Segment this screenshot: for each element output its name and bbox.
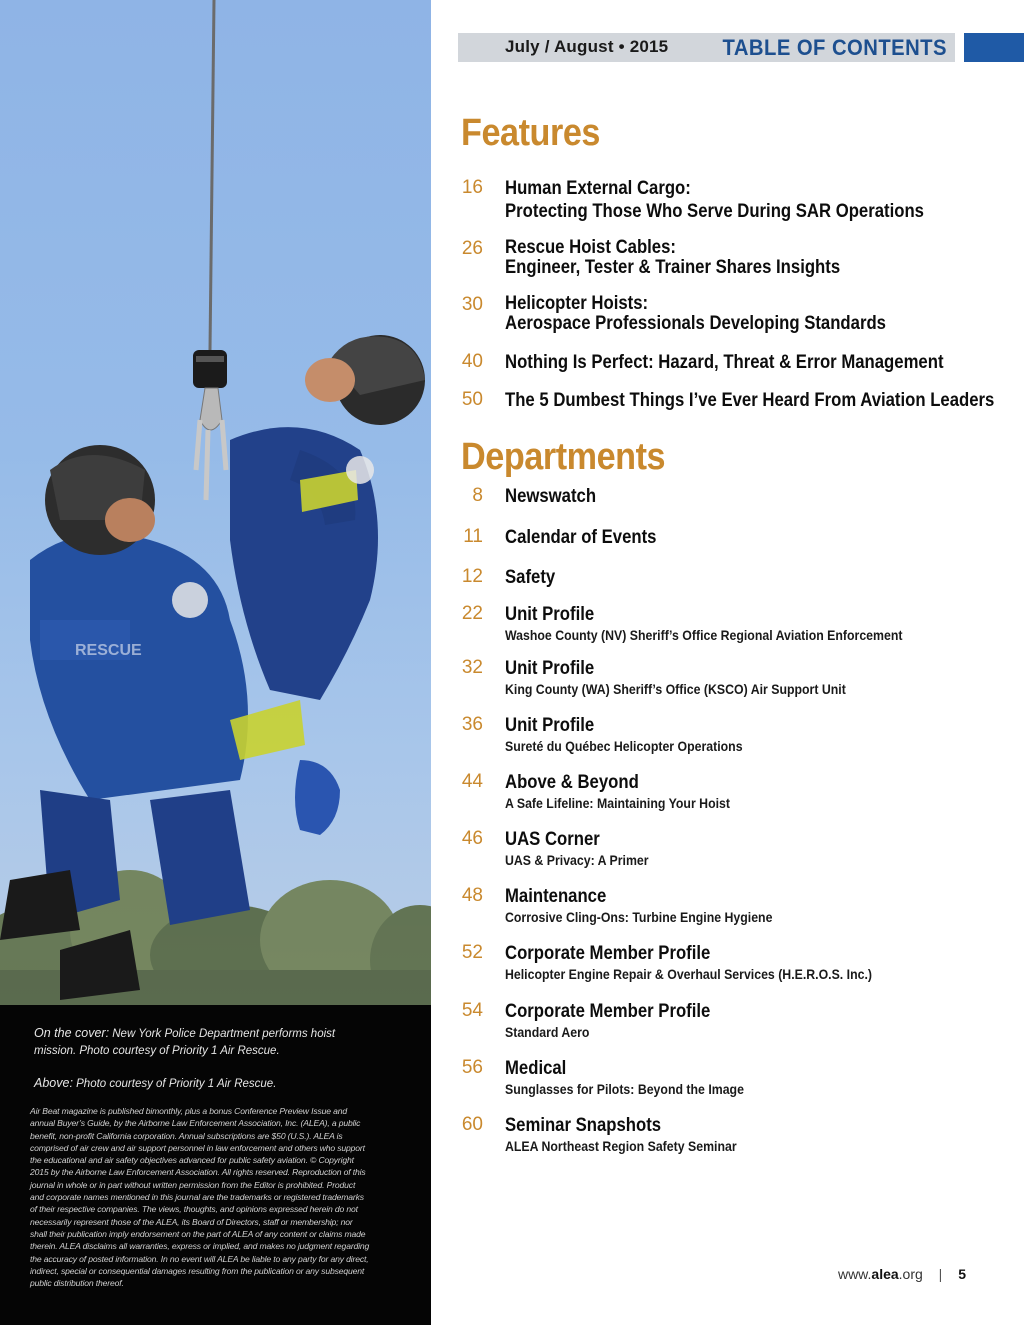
department-subtitle: Sureté du Québec Helicopter Operations [505,738,743,754]
department-page: 32 [461,657,483,678]
website-link[interactable] [838,1266,923,1282]
page-footer [838,1266,966,1282]
page-title: TABLE OF CONTENTS [722,35,947,60]
feature-page: 16 [461,177,483,198]
department-title: Unit Profile [505,658,595,679]
department-subtitle: Corrosive Cling-Ons: Turbine Engine Hygiene [505,909,773,925]
department-page: 56 [461,1057,483,1078]
department-page: 12 [461,566,483,587]
department-subtitle: Helicopter Engine Repair & Overhaul Services (H.E.R.O.S. Inc.) [505,966,872,982]
feature-page: 40 [461,351,483,372]
department-title: Seminar Snapshots [505,1115,662,1136]
department-subtitle: UAS & Privacy: A Primer [505,852,649,868]
departments-heading: Departments [461,436,666,478]
department-title: Corporate Member Profile [505,943,711,964]
department-page: 52 [461,942,483,963]
department-title: Newswatch [505,486,597,507]
feature-subtitle: Engineer, Tester & Trainer Shares Insights [505,257,841,278]
features-heading: Features [461,112,600,154]
feature-page: 50 [461,389,483,410]
website-brand: alea [871,1266,899,1282]
department-title: Corporate Member Profile [505,1001,711,1022]
department-page: 8 [472,485,483,506]
cover-caption-text: New York Police Department performs hoist mission. Photo courtesy of Priority 1 Air Rescue. [34,1028,336,1057]
department-title: UAS Corner [505,829,600,850]
department-title: Unit Profile [505,604,595,625]
department-page: 44 [461,771,483,792]
department-title: Medical [505,1058,567,1079]
department-title: Above & Beyond [505,772,639,793]
header-bar [458,33,955,62]
department-title: Maintenance [505,886,607,907]
feature-title: Helicopter Hoists: [505,293,649,314]
page-number: 5 [958,1266,966,1282]
above-caption-lead: Above: [34,1076,73,1090]
department-page: 54 [461,1000,483,1021]
feature-title: Nothing Is Perfect: Hazard, Threat & Error Management [505,352,944,373]
header-accent-block [964,33,1024,62]
footer-separator: | [938,1266,943,1282]
above-caption [34,1075,354,1093]
feature-page: 30 [461,294,483,315]
department-subtitle: ALEA Northeast Region Safety Seminar [505,1138,737,1154]
department-page: 48 [461,885,483,906]
legal-notice: Air Beat magazine is published bimonthly, plus a bonus Conference Preview Issue and annual Buyer’s Guide, by the Airborne Law Enforcement Association, Inc. (ALEA), a public benefit, non-profit California corporation. Annual subscriptions are $50 (U.S.). ALEA is comprised of air crew and air support personnel in law enforcement and others who support the educational and air safety objectives advanced for public safety aviation. © Copyright 2015 by the Airborne Law Enforcement Association. All rights reserved. Reproduction of this journal in whole or in part without written permission from the Editor is prohibited. Product and corporate names mentioned in this journal are the trademarks or registered trademarks of their respective companies. The views, thoughts, and opinions expressed herein do not necessarily represent those of the ALEA, its Board of Directors, staff or membership; nor shall their publication imply endorsement on the part of ALEA of any content or claims made therein. ALEA disclaims all warranties, express or implied, and makes no judgment regarding the accuracy of posted information. In no event will ALEA be liable to any party for any direct, indirect, special or consequential damages resulting from the publication or any subsequent public distribution thereof. [30,1106,370,1289]
department-page: 22 [461,603,483,624]
department-page: 36 [461,714,483,735]
issue-date: July / August • 2015 [505,37,669,56]
cover-photo [0,0,431,1005]
rescue-hoist-illustration [0,0,431,1005]
feature-page: 26 [461,238,483,259]
website-prefix: www. [837,1266,872,1282]
department-title: Calendar of Events [505,527,657,548]
cover-caption-lead: On the cover: [34,1026,110,1040]
department-subtitle: Sunglasses for Pilots: Beyond the Image [505,1081,744,1097]
department-page: 11 [463,526,483,547]
feature-title: Rescue Hoist Cables: [505,237,676,258]
department-page: 60 [461,1114,483,1135]
above-caption-text: Photo courtesy of Priority 1 Air Rescue. [76,1078,277,1090]
department-subtitle: A Safe Lifeline: Maintaining Your Hoist [505,795,730,811]
cover-caption [34,1025,354,1060]
feature-title: The 5 Dumbest Things I’ve Ever Heard From Aviation Leaders [505,390,995,411]
department-title: Safety [505,567,556,588]
website-suffix: .org [898,1266,923,1282]
department-page: 46 [461,828,483,849]
feature-title: Human External Cargo: [505,178,691,199]
department-title: Unit Profile [505,715,595,736]
feature-subtitle: Aerospace Professionals Developing Standards [505,313,886,334]
patch-text: RESCUE [75,642,142,659]
feature-subtitle: Protecting Those Who Serve During SAR Operations [505,201,924,222]
caption-panel [0,1005,431,1325]
department-subtitle: Standard Aero [505,1024,590,1040]
department-subtitle: Washoe County (NV) Sheriff’s Office Regional Aviation Enforcement [505,627,903,643]
department-subtitle: King County (WA) Sheriff’s Office (KSCO) Air Support Unit [505,681,846,697]
